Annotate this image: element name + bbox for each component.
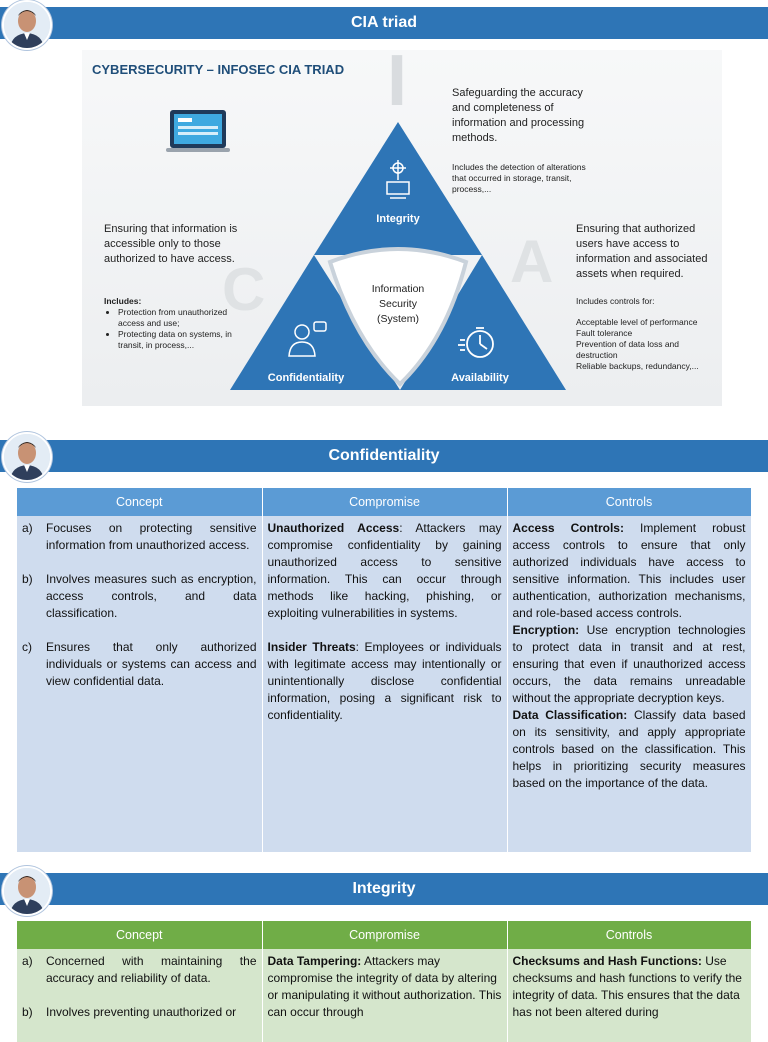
table-row: [17, 949, 751, 1042]
includes-label: Includes:: [104, 296, 142, 306]
confidentiality-description: Ensuring that information is accessible only to those authorized to have access.: [104, 223, 238, 265]
table-header-row: [17, 921, 751, 949]
column-header: Compromise: [262, 488, 507, 516]
column-header: Compromise: [262, 921, 507, 949]
list-item: b) Involves measures such as encryption, access controls, and data classification.: [22, 572, 257, 620]
column-header: Controls: [507, 921, 751, 949]
confidentiality-label: Confidentiality: [267, 372, 345, 384]
section-banner-integrity: [0, 873, 768, 905]
compromise-item: Insider Threats: Employees or individuals with legitimate access may intentionally or unintentionally disclose confidential information, posing a significant risk to confidentiality.: [267, 640, 502, 722]
presenter-avatar: [2, 866, 52, 916]
controls-cell: [507, 516, 751, 852]
column-header: Concept: [17, 921, 262, 949]
list-marker: b): [22, 1005, 33, 1019]
section-banner-confidentiality: [0, 440, 768, 472]
availability-label: Availability: [451, 372, 509, 384]
includes-label: Includes controls for:: [576, 296, 655, 306]
list-marker: a): [22, 954, 33, 968]
table-row: [17, 516, 751, 852]
letter-c-watermark: C: [222, 256, 266, 323]
concept-cell: [17, 516, 262, 852]
presenter-avatar: [2, 0, 52, 50]
compromise-item: Unauthorized Access: Attackers may compromise confidentiality by gaining unauthorized access to sensitive information. This can occur through methods like hacking, phishing, or exploiting vulnerabilities in systems.: [267, 521, 502, 620]
integrity-note: Includes the detection of alterations that occurred in storage, transit, process,...: [452, 162, 586, 194]
availability-description: Ensuring that authorized users have access to information and associated assets when required.: [576, 223, 708, 280]
list-item: • Protection from unauthorized access and use;: [118, 307, 246, 329]
section-title: Confidentiality: [328, 447, 440, 464]
laptop-icon: [166, 110, 230, 152]
list-marker: b): [22, 572, 33, 586]
list-item: b) Involves preventing unauthorized or: [22, 1005, 237, 1019]
list-item: a) Focuses on protecting sensitive information from unauthorized access.: [22, 521, 257, 552]
confidentiality-table: [17, 488, 752, 852]
integrity-description: Safeguarding the accuracy and completeness of information and processing methods.: [452, 87, 585, 144]
list-item: a) Concerned with maintaining the accuracy and reliability of data.: [22, 954, 257, 985]
list-marker: c): [22, 640, 32, 654]
letter-i-watermark: I: [387, 50, 408, 121]
list-item: Prevention of data loss and destruction: [576, 339, 680, 360]
control-item: Data Classification: Classify data based on its sensitivity, and apply appropriate controls based on the classification. This helps in prioritizing security measures based on the importance of the data.: [512, 708, 746, 790]
section-title: CIA triad: [350, 14, 418, 31]
figure-title: CYBERSECURITY – INFOSEC CIA TRIAD: [92, 62, 345, 77]
cia-triad-figure: [82, 50, 722, 406]
list-item: • Protecting data on systems, in transit, in process,...: [118, 329, 246, 351]
compromise-cell: [262, 949, 507, 1042]
list-item: Fault tolerance: [576, 328, 633, 338]
list-item: Reliable backups, redundancy,...: [576, 361, 699, 371]
control-item: Access Controls: Implement robust access controls to ensure that only authorized individuals have access to sensitive information. This includes user authentication, authorization mechanisms, and role-based access controls.: [512, 521, 746, 620]
list-item: Acceptable level of performance: [576, 317, 698, 327]
availability-includes: [576, 296, 718, 372]
concept-cell: [17, 949, 262, 1042]
compromise-cell: [262, 516, 507, 852]
list-marker: a): [22, 521, 33, 535]
column-header: Controls: [507, 488, 751, 516]
confidentiality-includes: [104, 296, 246, 351]
center-label: Information Security (System): [371, 283, 425, 325]
presenter-avatar: [2, 432, 52, 482]
section-title: Integrity: [352, 880, 416, 897]
compromise-item: Data Tampering: Attackers may compromise the integrity of data by altering or manipulating it without authorization. This can occur through: [267, 954, 502, 1019]
integrity-label: Integrity: [376, 213, 420, 225]
section-banner-cia-triad: [0, 7, 768, 39]
control-item: Checksums and Hash Functions: Use checksums and hash functions to verify the integrity of data. This ensures that the data has not been altered during: [512, 954, 742, 1019]
column-header: Concept: [17, 488, 262, 516]
controls-cell: [507, 949, 751, 1042]
control-item: Encryption: Use encryption technologies to protect data in transit and at rest, ensuring that even if unauthorized access occurs, the data remains unreadable without the appropriate decryption keys.: [512, 623, 746, 705]
table-header-row: [17, 488, 751, 516]
list-item: c) Ensures that only authorized individuals or systems can access and view confidential data.: [22, 640, 257, 688]
letter-a-watermark: A: [510, 228, 554, 295]
